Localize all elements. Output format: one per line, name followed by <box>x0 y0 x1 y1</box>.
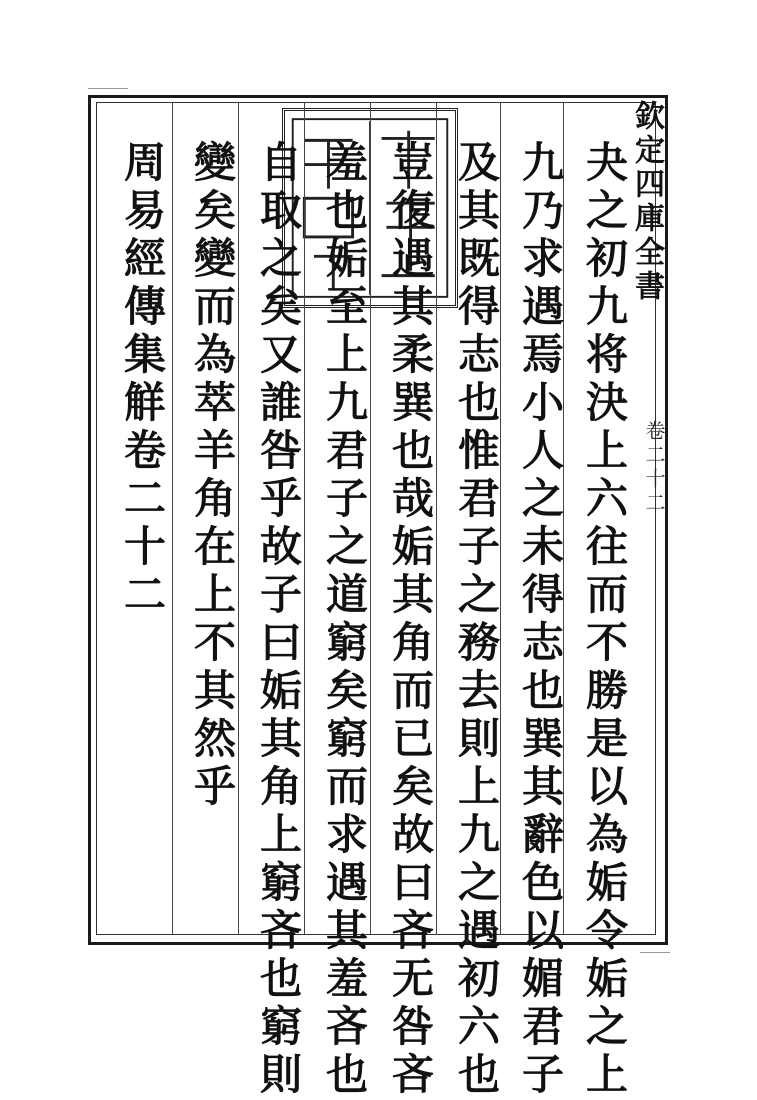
text-column-3: 及其既得志也惟君子之務去則上九之遇初六也 <box>452 140 501 1100</box>
text-column-7: 變矣變而為萃羊角在上不其然乎 <box>188 140 237 812</box>
text-column-5: 羞也姤至上九君子之道窮矣窮而求遇其羞吝也 <box>320 140 369 1100</box>
scan-speck <box>640 952 670 953</box>
margin-volume: 卷二十二 <box>642 420 666 516</box>
text-column-2: 九乃求遇焉小人之未得志也巽其辭色以媚君子 <box>516 140 565 1100</box>
text-column-4: 豈復遇其柔巽也哉姤其角而已矣故曰吝无咎吝 <box>386 140 435 1100</box>
text-column-1: 夬之初九将決上六往而不勝是以為姤令姤之上 <box>580 140 629 1100</box>
margin-book-title: 欽定四庫全書 <box>629 100 664 304</box>
chapter-end-title: 周易經傳集觧卷二十二 <box>118 140 167 620</box>
text-column-6: 自取之矣又誰咎乎故子曰姤其角上窮吝也窮則 <box>254 140 303 1100</box>
scan-speck <box>88 88 128 89</box>
